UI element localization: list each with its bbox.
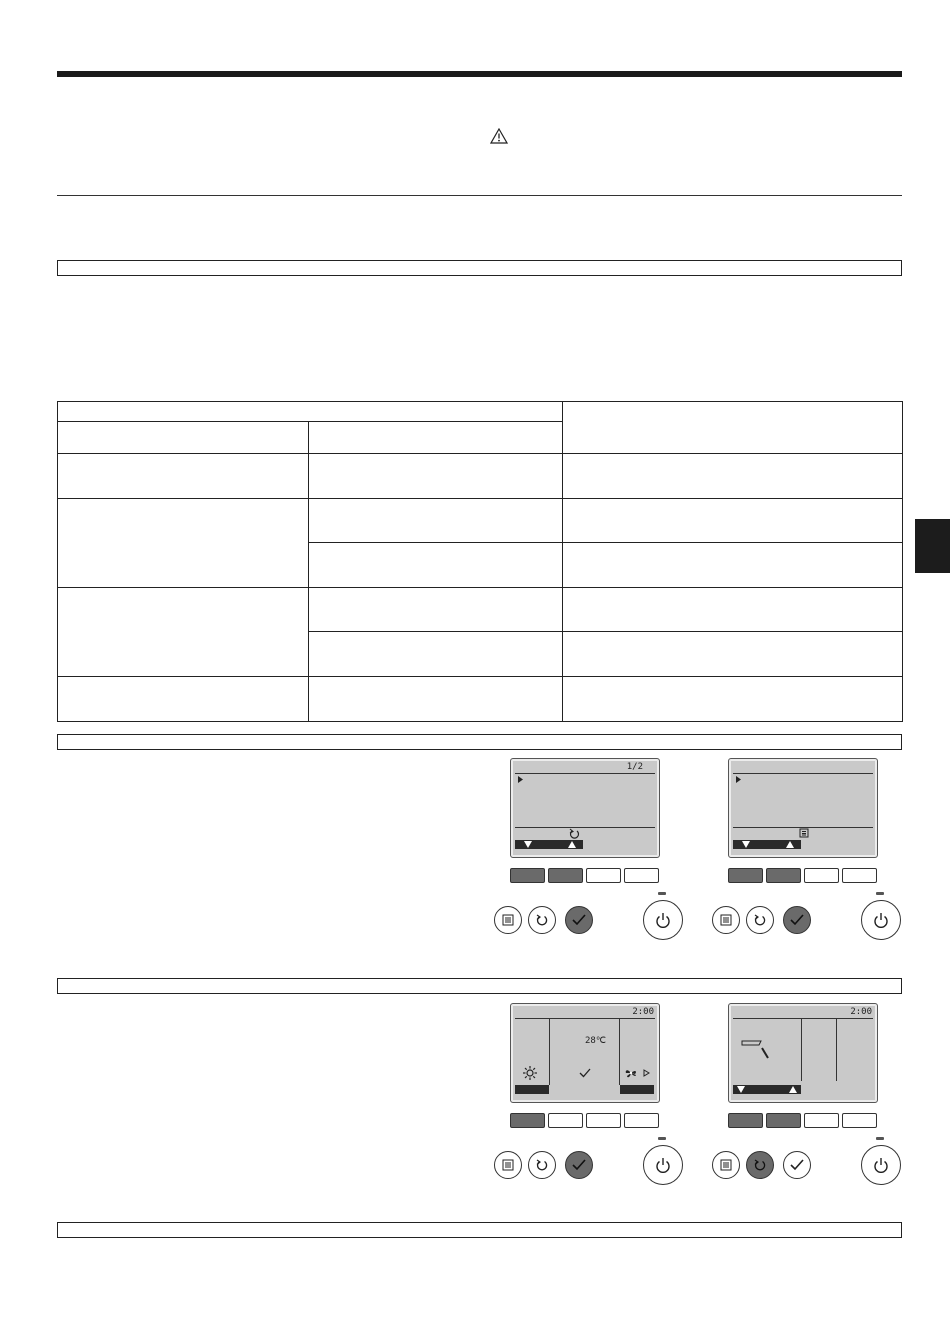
softkey-label-bar	[515, 1085, 549, 1094]
return-icon	[754, 914, 766, 926]
menu-button[interactable]	[494, 906, 522, 934]
function-keys	[510, 868, 660, 881]
return-icon	[569, 828, 580, 839]
softkey-label-bar	[733, 1085, 801, 1094]
check-icon	[572, 1159, 586, 1171]
f4-button[interactable]	[842, 868, 877, 883]
lcd-screen	[728, 758, 878, 858]
vane-icon	[741, 1039, 771, 1061]
f1-button[interactable]	[728, 868, 763, 883]
f2-button[interactable]	[766, 1113, 801, 1128]
menu-icon	[502, 1159, 514, 1171]
set-temperature: 28℃	[585, 1036, 606, 1046]
operation-lamp	[876, 892, 884, 895]
lcd-screen	[510, 1003, 660, 1103]
menu-button[interactable]	[712, 906, 740, 934]
remote-controller-4	[708, 1003, 923, 1193]
power-icon	[655, 1157, 671, 1173]
f3-button[interactable]	[804, 868, 839, 883]
function-keys	[510, 1113, 660, 1126]
return-button[interactable]	[746, 1151, 774, 1179]
on-off-button[interactable]	[861, 900, 901, 940]
section-heading-1	[57, 260, 902, 276]
section-heading-3	[57, 978, 902, 994]
menu-icon	[502, 914, 514, 926]
operation-lamp	[658, 1137, 666, 1140]
check-icon	[579, 1068, 591, 1078]
down-arrow-icon	[742, 841, 750, 848]
return-icon	[754, 1159, 766, 1171]
header-rule	[57, 71, 902, 77]
section-heading-4	[57, 1222, 902, 1238]
return-button[interactable]	[528, 1151, 556, 1179]
return-button[interactable]	[746, 906, 774, 934]
f1-button[interactable]	[510, 868, 545, 883]
function-keys	[728, 1113, 878, 1126]
f2-button[interactable]	[548, 1113, 583, 1128]
remote-controller-3	[490, 1003, 705, 1193]
chapter-tab	[915, 519, 950, 573]
f4-button[interactable]	[624, 1113, 659, 1128]
f2-button[interactable]	[766, 868, 801, 883]
cursor-triangle-icon	[736, 776, 742, 783]
lcd-screen	[728, 1003, 878, 1103]
sun-icon	[523, 1066, 537, 1080]
down-arrow-icon	[737, 1086, 745, 1093]
f2-button[interactable]	[548, 868, 583, 883]
table-row	[58, 677, 903, 722]
menu-button[interactable]	[494, 1151, 522, 1179]
power-icon	[655, 912, 671, 928]
on-off-button[interactable]	[861, 1145, 901, 1185]
table-subheader-cell	[58, 422, 309, 454]
table-row	[58, 499, 903, 543]
check-icon	[790, 1159, 804, 1171]
f4-button[interactable]	[624, 868, 659, 883]
function-keys	[728, 868, 878, 881]
softkey-label-bar	[515, 840, 583, 849]
select-button[interactable]	[565, 906, 593, 934]
menu-icon	[799, 828, 809, 838]
power-icon	[873, 1157, 889, 1173]
down-arrow-icon	[524, 841, 532, 848]
up-arrow-icon	[786, 841, 794, 848]
section-divider	[57, 195, 902, 196]
f1-button[interactable]	[510, 1113, 545, 1128]
on-off-button[interactable]	[643, 900, 683, 940]
power-icon	[873, 912, 889, 928]
operation-lamp	[658, 892, 666, 895]
on-off-button[interactable]	[643, 1145, 683, 1185]
f3-button[interactable]	[804, 1113, 839, 1128]
warning-triangle-icon	[490, 128, 508, 144]
f3-button[interactable]	[586, 1113, 621, 1128]
page-indicator: 1/2	[626, 762, 643, 772]
menu-icon	[720, 914, 732, 926]
clock: 2:00	[850, 1007, 872, 1017]
table-subheader-cell	[309, 422, 563, 454]
clock: 2:00	[632, 1007, 654, 1017]
softkey-label-bar	[733, 840, 801, 849]
check-icon	[790, 914, 804, 926]
table-header-cell	[563, 402, 903, 454]
return-icon	[536, 1159, 548, 1171]
select-button[interactable]	[565, 1151, 593, 1179]
operation-lamp	[876, 1137, 884, 1140]
return-button[interactable]	[528, 906, 556, 934]
softkey-label-bar	[620, 1085, 654, 1094]
check-icon	[572, 914, 586, 926]
table-header-cell	[58, 402, 563, 422]
select-button[interactable]	[783, 906, 811, 934]
return-icon	[536, 914, 548, 926]
menu-icon	[720, 1159, 732, 1171]
up-arrow-icon	[789, 1086, 797, 1093]
table-row	[58, 588, 903, 632]
remote-controller-2	[708, 758, 923, 948]
section-heading-2	[57, 734, 902, 750]
select-button[interactable]	[783, 1151, 811, 1179]
f4-button[interactable]	[842, 1113, 877, 1128]
cursor-triangle-icon	[518, 776, 524, 783]
lcd-screen	[510, 758, 660, 858]
fan-icon	[624, 1066, 652, 1080]
settings-table	[57, 401, 903, 722]
f1-button[interactable]	[728, 1113, 763, 1128]
table-row	[58, 454, 903, 499]
menu-button[interactable]	[712, 1151, 740, 1179]
up-arrow-icon	[568, 841, 576, 848]
f3-button[interactable]	[586, 868, 621, 883]
